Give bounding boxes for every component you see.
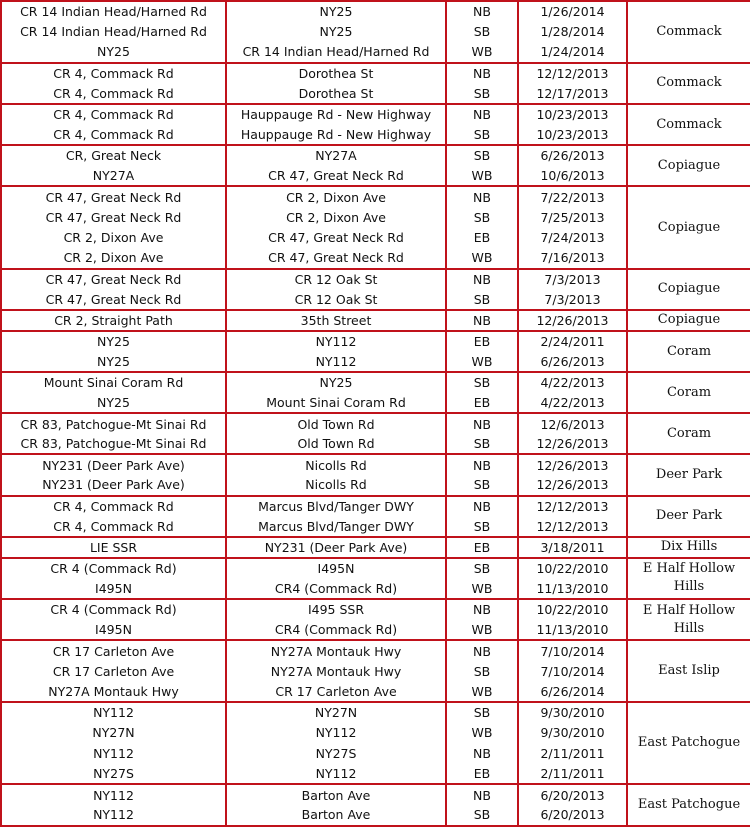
- cross-road-cell: Hauppauge Rd - New Highway: [226, 125, 446, 146]
- date-cell: 6/26/2013: [518, 352, 627, 373]
- date-cell: 6/26/2014: [518, 681, 627, 702]
- cross-road-cell: NY112: [226, 764, 446, 785]
- date-cell: 10/22/2010: [518, 558, 627, 579]
- direction-cell: NB: [446, 63, 518, 84]
- main-road-cell: NY112: [1, 743, 226, 764]
- date-cell: 6/20/2013: [518, 805, 627, 826]
- main-road-cell: CR 83, Patchogue-Mt Sinai Rd: [1, 413, 226, 434]
- location-cell: Copiague: [627, 186, 750, 268]
- cross-road-cell: CR 12 Oak St: [226, 269, 446, 290]
- date-cell: 7/24/2013: [518, 228, 627, 249]
- direction-cell: SB: [446, 289, 518, 310]
- main-road-cell: NY231 (Deer Park Ave): [1, 475, 226, 496]
- location-cell: Coram: [627, 372, 750, 413]
- main-road-cell: CR 4, Commack Rd: [1, 516, 226, 537]
- date-cell: 1/26/2014: [518, 1, 627, 22]
- location-cell: Coram: [627, 413, 750, 454]
- direction-cell: WB: [446, 352, 518, 373]
- location-cell: E Half Hollow Hills: [627, 599, 750, 640]
- cross-road-cell: Marcus Blvd/Tanger DWY: [226, 516, 446, 537]
- table-row: [1, 537, 750, 558]
- date-cell: 12/26/2013: [518, 475, 627, 496]
- location-cell: Deer Park: [627, 496, 750, 537]
- main-road-cell: CR 4 (Commack Rd): [1, 599, 226, 620]
- direction-cell: NB: [446, 599, 518, 620]
- cross-road-cell: Nicolls Rd: [226, 475, 446, 496]
- cross-road-cell: I495N: [226, 558, 446, 579]
- direction-cell: WB: [446, 42, 518, 63]
- cross-road-cell: NY112: [226, 723, 446, 744]
- main-road-cell: CR 17 Carleton Ave: [1, 661, 226, 682]
- date-cell: 7/10/2014: [518, 640, 627, 661]
- direction-cell: SB: [446, 207, 518, 228]
- location-cell: E Half Hollow Hills: [627, 558, 750, 599]
- cross-road-cell: CR 12 Oak St: [226, 289, 446, 310]
- main-road-cell: NY27A Montauk Hwy: [1, 681, 226, 702]
- main-road-cell: NY27N: [1, 723, 226, 744]
- cross-road-cell: Dorothea St: [226, 63, 446, 84]
- cross-road-cell: CR 47, Great Neck Rd: [226, 166, 446, 187]
- cross-road-cell: NY25: [226, 1, 446, 22]
- direction-cell: NB: [446, 743, 518, 764]
- date-cell: 10/23/2013: [518, 125, 627, 146]
- main-road-cell: CR 47, Great Neck Rd: [1, 186, 226, 207]
- main-road-cell: CR 47, Great Neck Rd: [1, 207, 226, 228]
- date-cell: 9/30/2010: [518, 723, 627, 744]
- cross-road-cell: NY27S: [226, 743, 446, 764]
- date-cell: 12/17/2013: [518, 83, 627, 104]
- direction-cell: WB: [446, 166, 518, 187]
- date-cell: 2/11/2011: [518, 743, 627, 764]
- direction-cell: NB: [446, 413, 518, 434]
- cross-road-cell: Mount Sinai Coram Rd: [226, 393, 446, 414]
- cross-road-cell: NY231 (Deer Park Ave): [226, 537, 446, 558]
- date-cell: 12/26/2013: [518, 310, 627, 331]
- location-cell: Coram: [627, 331, 750, 372]
- main-road-cell: NY112: [1, 805, 226, 826]
- main-road-cell: I495N: [1, 578, 226, 599]
- main-road-cell: NY112: [1, 784, 226, 805]
- date-cell: 10/22/2010: [518, 599, 627, 620]
- date-cell: 7/25/2013: [518, 207, 627, 228]
- direction-cell: WB: [446, 620, 518, 641]
- main-road-cell: CR 4 (Commack Rd): [1, 558, 226, 579]
- cross-road-cell: NY25: [226, 372, 446, 393]
- cross-road-cell: CR 17 Carleton Ave: [226, 681, 446, 702]
- main-road-cell: NY231 (Deer Park Ave): [1, 454, 226, 475]
- table-body: [1, 1, 750, 826]
- cross-road-cell: CR4 (Commack Rd): [226, 620, 446, 641]
- main-road-cell: CR 83, Patchogue-Mt Sinai Rd: [1, 434, 226, 455]
- location-cell: Dix Hills: [627, 537, 750, 558]
- cross-road-cell: CR 47, Great Neck Rd: [226, 228, 446, 249]
- date-cell: 11/13/2010: [518, 578, 627, 599]
- direction-cell: SB: [446, 702, 518, 723]
- cross-road-cell: NY112: [226, 352, 446, 373]
- date-cell: 3/18/2011: [518, 537, 627, 558]
- table-row: [1, 104, 750, 125]
- main-road-cell: NY25: [1, 331, 226, 352]
- date-cell: 12/12/2013: [518, 516, 627, 537]
- table-row: [1, 186, 750, 207]
- date-cell: 12/12/2013: [518, 63, 627, 84]
- main-road-cell: CR 14 Indian Head/Harned Rd: [1, 1, 226, 22]
- date-cell: 1/24/2014: [518, 42, 627, 63]
- date-cell: 6/26/2013: [518, 145, 627, 166]
- date-cell: 11/13/2010: [518, 620, 627, 641]
- direction-cell: EB: [446, 228, 518, 249]
- cross-road-cell: CR4 (Commack Rd): [226, 578, 446, 599]
- main-road-cell: CR, Great Neck: [1, 145, 226, 166]
- main-road-cell: CR 17 Carleton Ave: [1, 640, 226, 661]
- direction-cell: SB: [446, 558, 518, 579]
- table-row: [1, 145, 750, 166]
- main-road-cell: CR 4, Commack Rd: [1, 496, 226, 517]
- date-cell: 7/22/2013: [518, 186, 627, 207]
- location-cell: Copiague: [627, 145, 750, 186]
- table-row: [1, 1, 750, 22]
- table-row: [1, 599, 750, 620]
- cross-road-cell: Barton Ave: [226, 784, 446, 805]
- cross-road-cell: CR 47, Great Neck Rd: [226, 248, 446, 269]
- cross-road-cell: Hauppauge Rd - New Highway: [226, 104, 446, 125]
- main-road-cell: LIE SSR: [1, 537, 226, 558]
- date-cell: 10/6/2013: [518, 166, 627, 187]
- main-road-cell: NY25: [1, 352, 226, 373]
- cross-road-cell: NY27A Montauk Hwy: [226, 640, 446, 661]
- main-road-cell: CR 4, Commack Rd: [1, 63, 226, 84]
- main-road-cell: CR 4, Commack Rd: [1, 104, 226, 125]
- location-cell: East Patchogue: [627, 784, 750, 825]
- direction-cell: WB: [446, 248, 518, 269]
- direction-cell: WB: [446, 723, 518, 744]
- direction-cell: EB: [446, 537, 518, 558]
- direction-cell: WB: [446, 578, 518, 599]
- location-cell: Deer Park: [627, 454, 750, 495]
- table-row: [1, 454, 750, 475]
- cross-road-cell: NY27A: [226, 145, 446, 166]
- direction-cell: NB: [446, 784, 518, 805]
- table-row: [1, 331, 750, 352]
- cross-road-cell: CR 2, Dixon Ave: [226, 207, 446, 228]
- location-cell: Commack: [627, 104, 750, 145]
- date-cell: 4/22/2013: [518, 393, 627, 414]
- date-cell: 7/10/2014: [518, 661, 627, 682]
- direction-cell: WB: [446, 681, 518, 702]
- cross-road-cell: Dorothea St: [226, 83, 446, 104]
- direction-cell: SB: [446, 145, 518, 166]
- table-row: [1, 372, 750, 393]
- direction-cell: SB: [446, 372, 518, 393]
- direction-cell: NB: [446, 186, 518, 207]
- location-cell: Copiague: [627, 310, 750, 331]
- direction-cell: EB: [446, 331, 518, 352]
- direction-cell: NB: [446, 269, 518, 290]
- main-road-cell: NY112: [1, 702, 226, 723]
- main-road-cell: NY25: [1, 42, 226, 63]
- location-cell: Copiague: [627, 269, 750, 310]
- cross-road-cell: 35th Street: [226, 310, 446, 331]
- main-road-cell: CR 4, Commack Rd: [1, 83, 226, 104]
- table-row: [1, 63, 750, 84]
- cross-road-cell: NY27N: [226, 702, 446, 723]
- date-cell: 7/3/2013: [518, 269, 627, 290]
- direction-cell: SB: [446, 83, 518, 104]
- direction-cell: NB: [446, 640, 518, 661]
- main-road-cell: Mount Sinai Coram Rd: [1, 372, 226, 393]
- cross-road-cell: Old Town Rd: [226, 413, 446, 434]
- date-cell: 12/26/2013: [518, 434, 627, 455]
- date-cell: 1/28/2014: [518, 22, 627, 43]
- table-row: [1, 702, 750, 723]
- cross-road-cell: CR 14 Indian Head/Harned Rd: [226, 42, 446, 63]
- direction-cell: SB: [446, 22, 518, 43]
- direction-cell: SB: [446, 516, 518, 537]
- cross-road-cell: NY112: [226, 331, 446, 352]
- direction-cell: NB: [446, 496, 518, 517]
- direction-cell: SB: [446, 805, 518, 826]
- main-road-cell: NY27A: [1, 166, 226, 187]
- date-cell: 9/30/2010: [518, 702, 627, 723]
- direction-cell: NB: [446, 310, 518, 331]
- table-row: [1, 496, 750, 517]
- cross-road-cell: Marcus Blvd/Tanger DWY: [226, 496, 446, 517]
- table-row: [1, 413, 750, 434]
- main-road-cell: NY25: [1, 393, 226, 414]
- date-cell: 12/12/2013: [518, 496, 627, 517]
- direction-cell: NB: [446, 454, 518, 475]
- date-cell: 7/16/2013: [518, 248, 627, 269]
- date-cell: 2/11/2011: [518, 764, 627, 785]
- table-row: [1, 640, 750, 661]
- main-road-cell: CR 4, Commack Rd: [1, 125, 226, 146]
- date-cell: 4/22/2013: [518, 372, 627, 393]
- main-road-cell: NY27S: [1, 764, 226, 785]
- date-cell: 10/23/2013: [518, 104, 627, 125]
- date-cell: 12/6/2013: [518, 413, 627, 434]
- direction-cell: EB: [446, 393, 518, 414]
- cross-road-cell: Nicolls Rd: [226, 454, 446, 475]
- cross-road-cell: I495 SSR: [226, 599, 446, 620]
- main-road-cell: CR 2, Dixon Ave: [1, 228, 226, 249]
- main-road-cell: CR 47, Great Neck Rd: [1, 289, 226, 310]
- location-cell: East Patchogue: [627, 702, 750, 784]
- cross-road-cell: CR 2, Dixon Ave: [226, 186, 446, 207]
- table-row: [1, 558, 750, 579]
- cross-road-cell: Barton Ave: [226, 805, 446, 826]
- direction-cell: SB: [446, 125, 518, 146]
- main-road-cell: I495N: [1, 620, 226, 641]
- direction-cell: EB: [446, 764, 518, 785]
- table-row: [1, 269, 750, 290]
- cross-road-cell: NY27A Montauk Hwy: [226, 661, 446, 682]
- main-road-cell: CR 2, Straight Path: [1, 310, 226, 331]
- direction-cell: SB: [446, 475, 518, 496]
- table-row: [1, 784, 750, 805]
- cross-road-cell: NY25: [226, 22, 446, 43]
- date-cell: 2/24/2011: [518, 331, 627, 352]
- direction-cell: SB: [446, 661, 518, 682]
- main-road-cell: CR 47, Great Neck Rd: [1, 269, 226, 290]
- main-road-cell: CR 2, Dixon Ave: [1, 248, 226, 269]
- table-row: [1, 310, 750, 331]
- location-cell: Commack: [627, 1, 750, 63]
- date-cell: 7/3/2013: [518, 289, 627, 310]
- location-cell: Commack: [627, 63, 750, 104]
- direction-cell: NB: [446, 104, 518, 125]
- main-road-cell: CR 14 Indian Head/Harned Rd: [1, 22, 226, 43]
- location-cell: East Islip: [627, 640, 750, 702]
- direction-cell: NB: [446, 1, 518, 22]
- direction-cell: SB: [446, 434, 518, 455]
- date-cell: 6/20/2013: [518, 784, 627, 805]
- cross-road-cell: Old Town Rd: [226, 434, 446, 455]
- date-cell: 12/26/2013: [518, 454, 627, 475]
